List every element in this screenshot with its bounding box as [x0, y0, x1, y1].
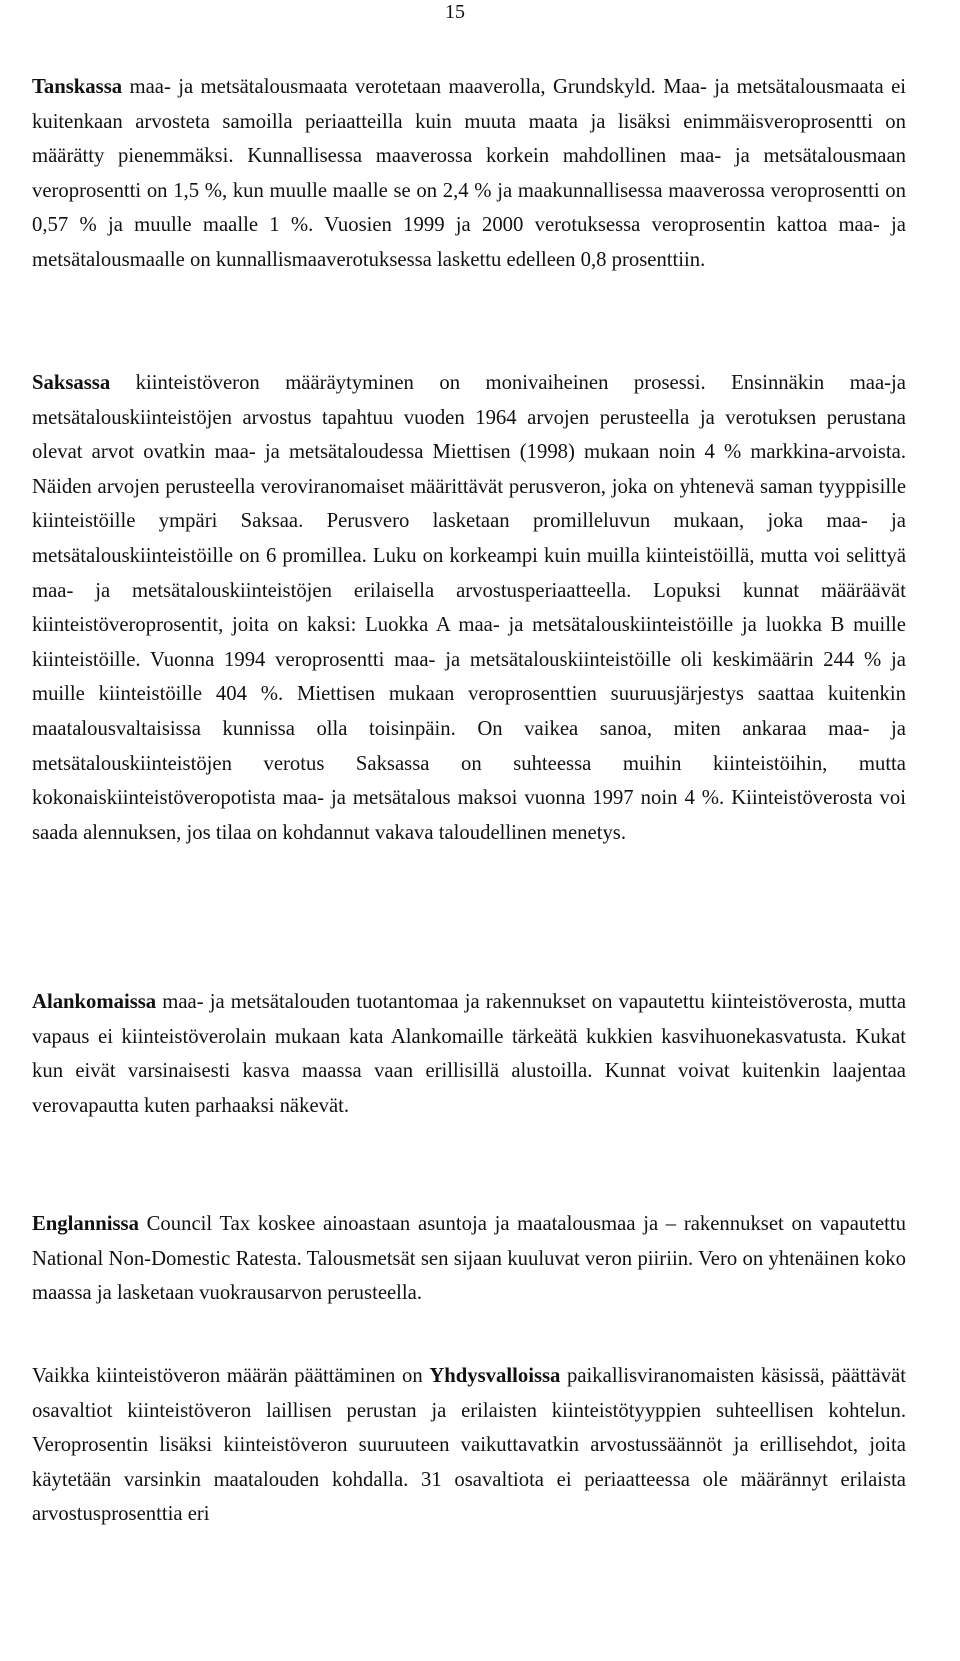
paragraph-netherlands [32, 985, 906, 1123]
country-heading-usa: Yhdysvalloissa [429, 1365, 561, 1387]
paragraph-text: maa- ja metsätalouden tuotantomaa ja rakennukset on vapautettu kiinteistöverosta, mutta vapaus ei kiinteistöverolain mukaan kata Alankomaille tärkeätä kukkien kasvihuonekasvatusta. Kukat kun eivät varsinaisesti kasva maassa vaan erillisillä alustoilla. Kunnat voivat kuitenkin laajentaa verovapautta kuten parhaaksi näkevät. [32, 991, 906, 1117]
page-number: 15 [445, 1, 465, 23]
country-heading-netherlands: Alankomaissa [32, 991, 157, 1013]
paragraph-usa [32, 1359, 906, 1532]
country-heading-germany: Saksassa [32, 372, 111, 394]
country-heading-denmark: Tanskassa [32, 76, 123, 98]
paragraph-text: paikallisviranomaisten käsissä, päättävät osavaltiot kiinteistöveron laillisen perustan ja erilaisten kiinteistötyyppien suhteellisen kohtelun. Veroprosentin lisäksi kiinteistöveron suuruuteen vaikuttavatkin arvostussäännöt ja erillisehdot, joita käytetään varsinkin maatalouden kohdalla. 31 osavaltiota ei periaatteessa ole määrännyt erilaista arvostusprosenttia eri [32, 1365, 907, 1526]
paragraph-denmark [32, 70, 906, 278]
country-heading-england: Englannissa [32, 1213, 139, 1235]
paragraph-text: Council Tax koskee ainoastaan asuntoja ja maatalousmaa ja – rakennukset on vapautettu National Non-Domestic Ratesta. Talousmetsät sen sijaan kuuluvat veron piiriin. Vero on yhtenäinen koko maassa ja lasketaan vuokrausarvon perusteella. [32, 1213, 906, 1305]
paragraph-text: kiinteistöveron määräytyminen on monivaiheinen prosessi. Ensinnäkin maa-ja metsätalouskiinteistöjen arvostus tapahtuu vuoden 1964 arvojen perusteella ja verotuksen perustana olevat arvot ovatkin maa- ja metsätaloudessa Miettisen (1998) mukaan noin 4 % markkina-arvoista. Näiden arvojen perusteella veroviranomaiset määrittävät perusveron, joka on yhtenevä saman tyyppisille kiinteistöille ympäri Saksaa. Perusvero lasketaan promilleluvun mukaan, joka maa- ja metsätalouskiinteistöille on 6 promillea. Luku on korkeampi kuin muilla kiinteistöillä, mutta voi selittyä maa- ja metsätalouskiinteistöjen erilaisella arvostusperiaatteella. Lopuksi kunnat määräävät kiinteistöveroprosentit, joita on kaksi: Luokka A maa- ja metsätalouskiinteistöille ja luokka B muille kiinteistöille. Vuonna 1994 veroprosentti maa- ja metsätalouskiinteistöille oli keskimäärin 244 % ja muille kiinteistöille 404 %. Miettisen mukaan veroprosenttien suuruusjärjestys saattaa kuitenkin maatalousvaltaisissa kunnissa olla toisinpäin. On vaikea sanoa, miten ankaraa maa- ja metsätalouskiinteistöjen verotus Saksassa on suhteessa muihin kiinteistöihin, mutta kokonaiskiinteistöveropotista maa- ja metsätalous maksoi vuonna 1997 noin 4 %. Kiinteistöverosta voi saada alennuksen, jos tilaa on kohdannut vakava taloudellinen menetys. [32, 372, 906, 844]
paragraph-text: maa- ja metsätalousmaata verotetaan maaverolla, Grundskyld. Maa- ja metsätalousmaata ei kuitenkaan arvosteta samoilla periaatteilla kuin muuta maata ja lisäksi enimmäisveroprosentti on määrätty pienemmäksi. Kunnallisessa maaverossa korkein mahdollinen maa- ja metsätalousmaan veroprosentti on 1,5 %, kun muulle maalle se on 2,4 % ja maakunnallisessa maaverossa veroprosentti on 0,57 % ja muulle maalle 1 %. Vuosien 1999 ja 2000 verotuksessa veroprosentin kattoa maa- ja metsätalousmaalle on kunnallismaaverotuksessa laskettu edelleen 0,8 prosenttiin. [32, 76, 906, 271]
paragraph-text-intro: Vaikka kiinteistöveron määrän päättäminen on [32, 1365, 430, 1387]
paragraph-germany [32, 366, 906, 850]
paragraph-england [32, 1207, 906, 1311]
